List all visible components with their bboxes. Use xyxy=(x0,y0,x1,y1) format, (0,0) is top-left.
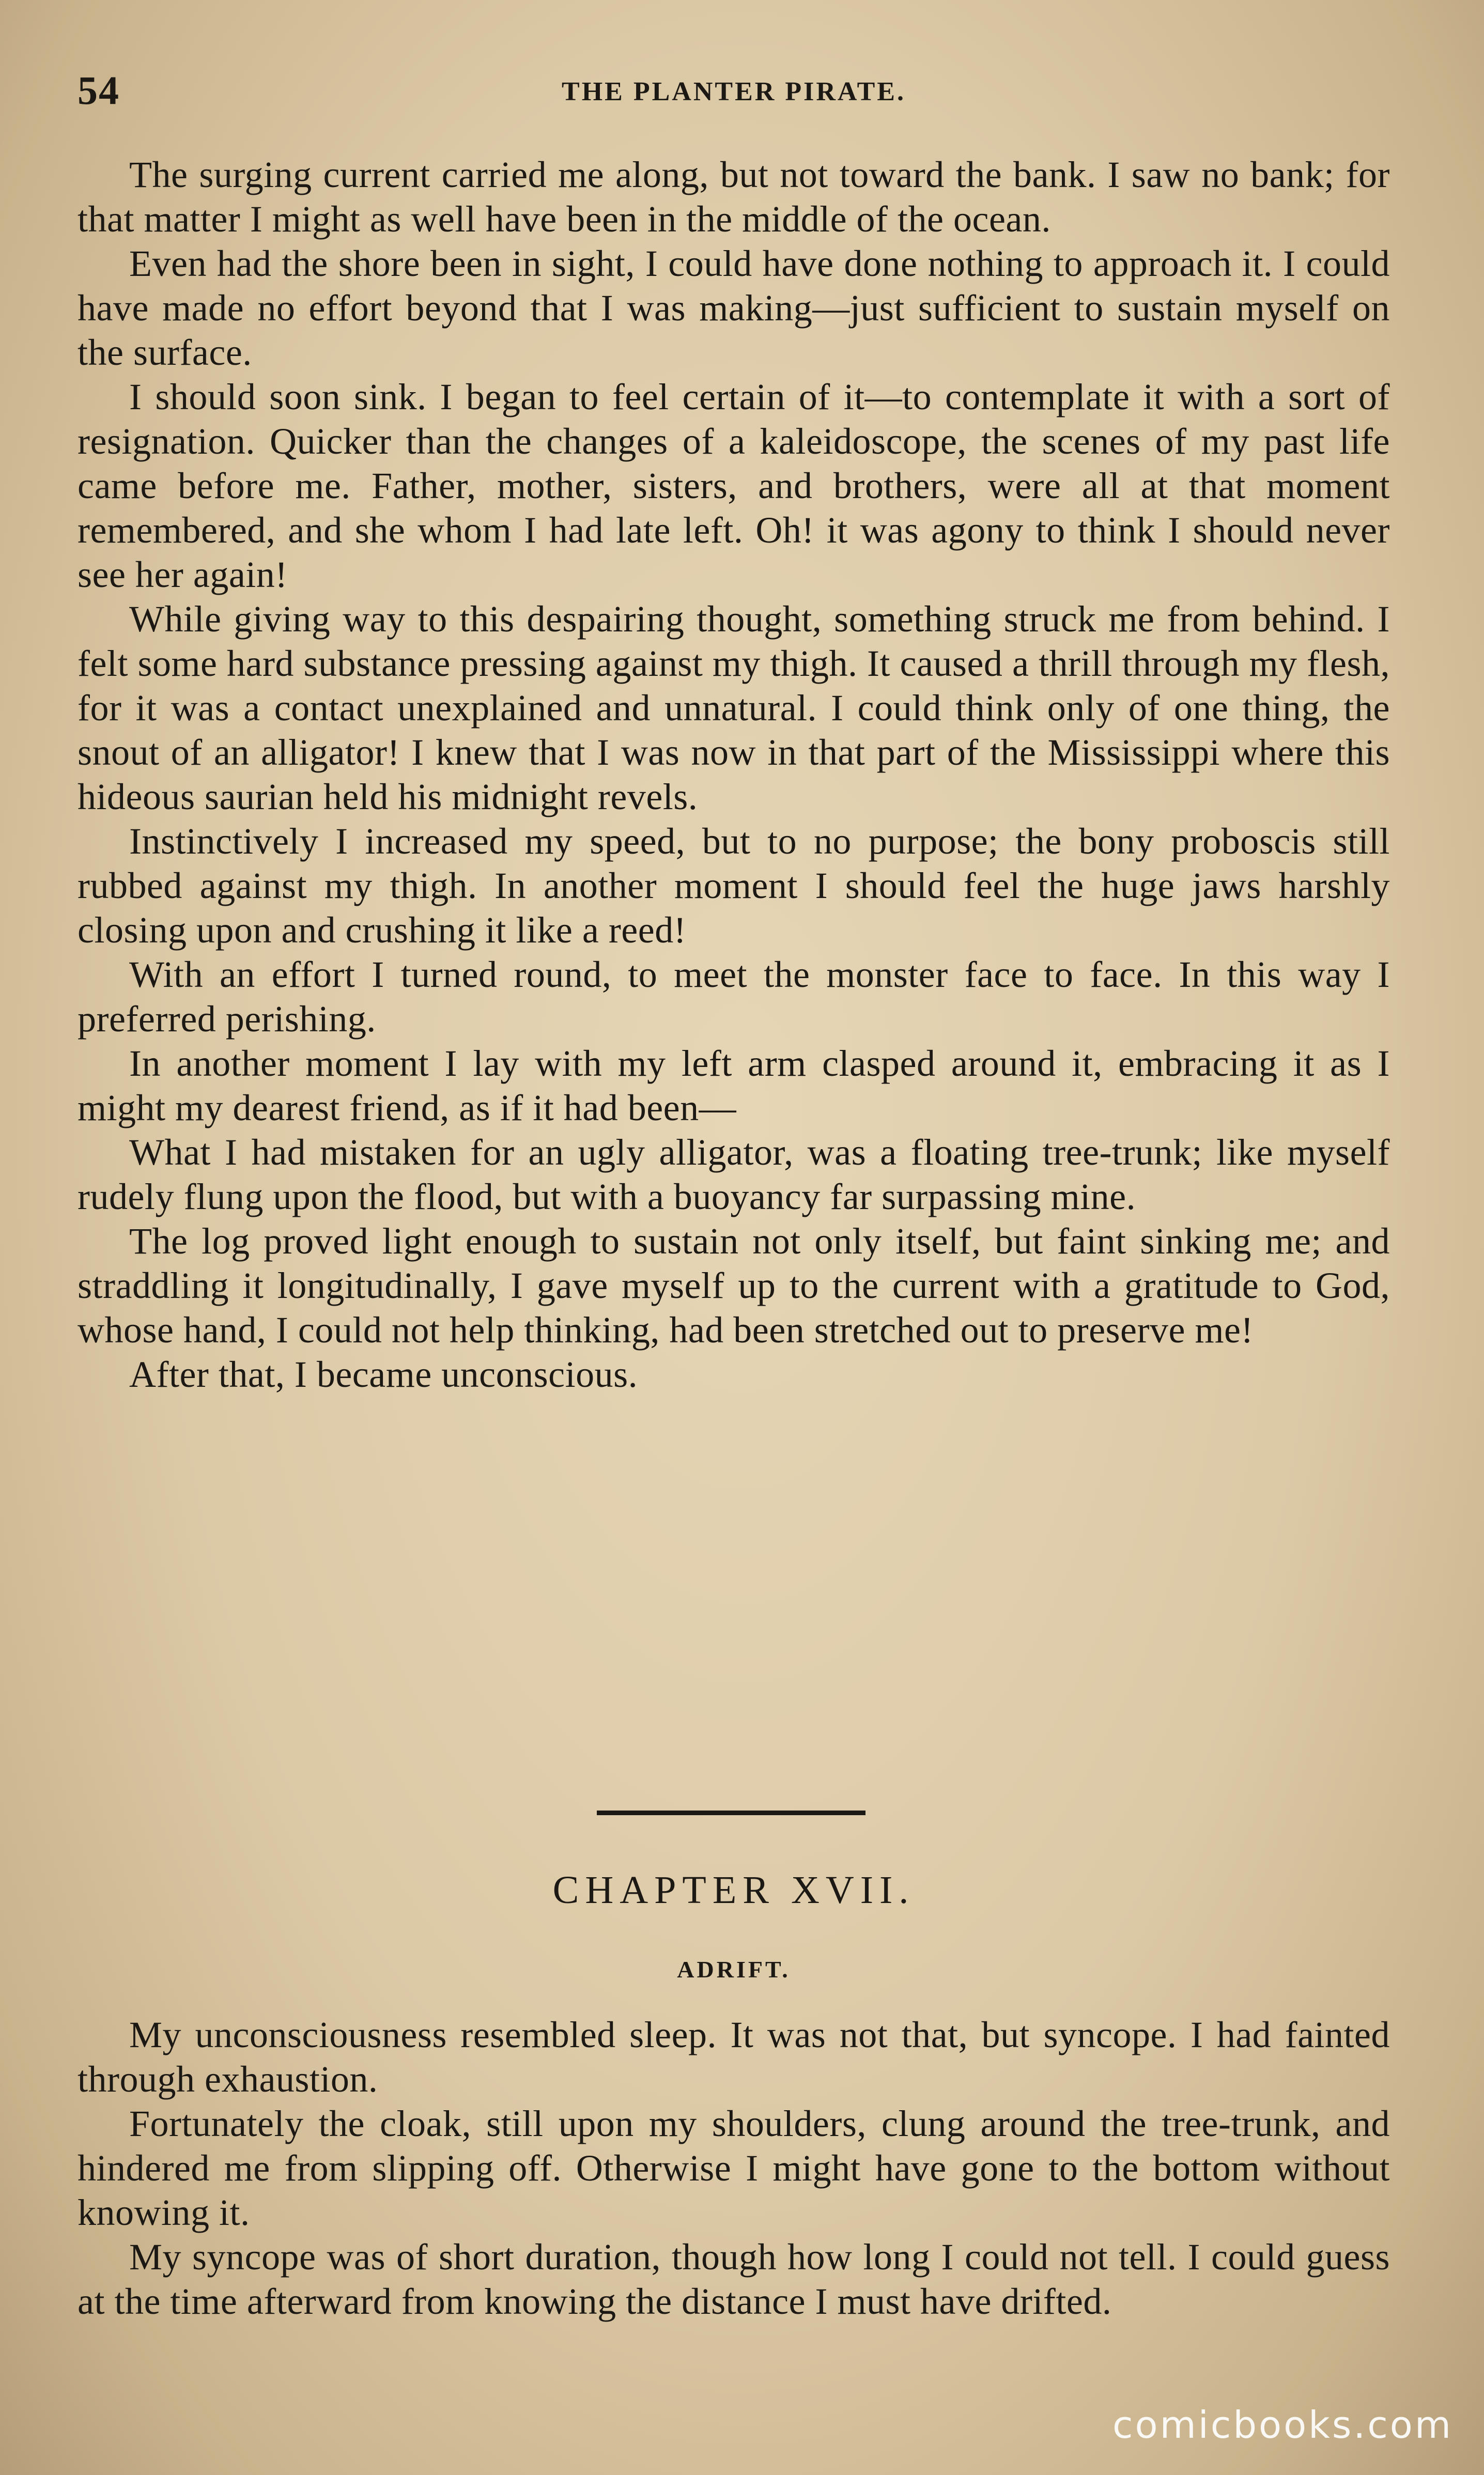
paragraph: After that, I became unconscious. xyxy=(129,1354,638,1395)
section-divider xyxy=(597,1811,865,1815)
chapter-title: CHAPTER XVII. xyxy=(552,1868,915,1912)
paragraph: The log proved light enough to sustain not only itself, but faint sinking me; and straddling it longitudinally, I gave myself up to the current with a gratitude to God, whose hand, I could not help thinking, had been stretched out to preserve me! xyxy=(78,1220,1390,1351)
text-block-before xyxy=(78,152,1390,1397)
paragraph: My unconsciousness resembled sleep. It was not that, but syncope. I had fainted through exhaustion. xyxy=(78,2014,1390,2100)
paragraph: Fortunately the cloak, still upon my shoulders, clung around the tree-trunk, and hindered me from slipping off. Otherwise I might have gone to the bottom without knowing it. xyxy=(78,2103,1390,2233)
running-title: THE PLANTER PIRATE. xyxy=(562,77,906,106)
paragraph: My syncope was of short duration, though how long I could not tell. I could guess at the time afterward from knowing the distance I must have drifted. xyxy=(78,2236,1390,2322)
watermark: comicbooks.com xyxy=(1112,2403,1453,2447)
paragraph: The surging current carried me along, but not toward the bank. I saw no bank; for that matter I might as well have been in the middle of the ocean. xyxy=(78,154,1390,240)
text-block-after xyxy=(78,2013,1390,2324)
paragraph: With an effort I turned round, to meet the monster face to face. In this way I preferred perishing. xyxy=(78,954,1390,1040)
running-head xyxy=(78,67,1390,124)
paragraph: In another moment I lay with my left arm clasped around it, embracing it as I might my dearest friend, as if it had been— xyxy=(78,1043,1390,1128)
paragraph: What I had mistaken for an ugly alligator, was a floating tree-trunk; like myself rudely flung upon the flood, but with a buoyancy far surpassing mine. xyxy=(78,1132,1390,1217)
paragraph: Even had the shore been in sight, I could have done nothing to approach it. I could have made no effort beyond that I was making—just sufficient to sustain myself on the surface. xyxy=(78,243,1390,373)
paragraph: Instinctively I increased my speed, but to no purpose; the bony proboscis still rubbed against my thigh. In another moment I should feel the huge jaws harshly closing upon and crushing it like a reed! xyxy=(78,821,1390,951)
page-number: 54 xyxy=(78,68,120,113)
paragraph: I should soon sink. I began to feel certain of it—to contemplate it with a sort of resignation. Quicker than the changes of a kaleidoscope, the scenes of my past life came before me. Father, mother, sisters, and brothers, were all at that moment remembered, and she whom I had late left. Oh! it was agony to think I should never see her again! xyxy=(78,376,1390,595)
chapter-subtitle: ADRIFT. xyxy=(677,1956,791,1983)
paragraph: While giving way to this despairing thought, something struck me from behind. I felt some hard substance pressing against my thigh. It caused a thrill through my flesh, for it was a contact unexplained and unnatural. I could think only of one thing, the snout of an alligator! I knew that I was now in that part of the Mississippi where this hideous saurian held his midnight revels. xyxy=(78,598,1390,817)
